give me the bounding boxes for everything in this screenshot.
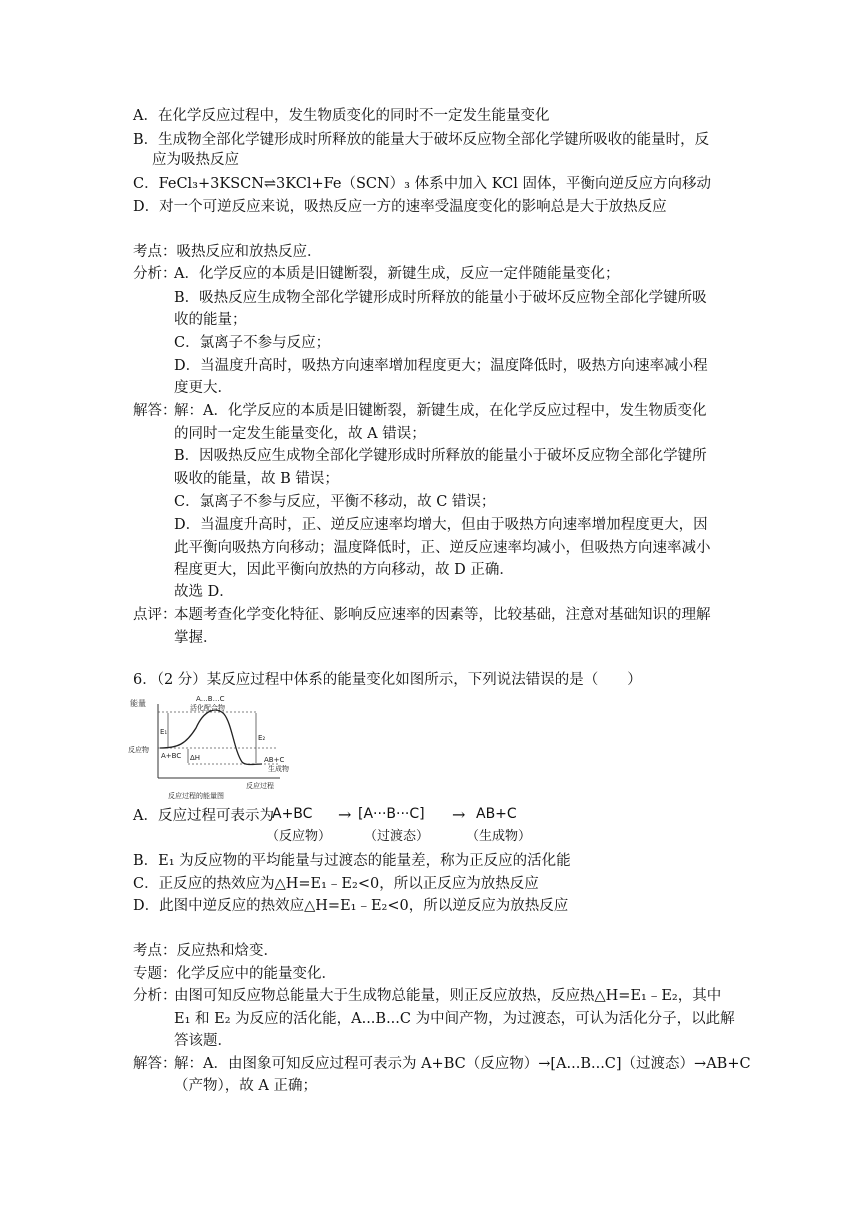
scheme-arrow-2: → (452, 805, 466, 824)
fig-reactant-axis: 反应物 (128, 746, 149, 754)
q5-fenxi-line: 度更大． (174, 380, 232, 396)
q5-option-b: B．生成物全部化学键形成时所释放的能量大于破坏反应物全部化学键所吸收的能量时，反 (133, 132, 710, 148)
q6-option-c: C．正反应的热效应为△H=E₁﹣E₂<0，所以正反应为放热反应 (133, 876, 539, 892)
q5-jieda-line: 故选 D． (174, 584, 234, 600)
q5-fenxi-line: D．当温度升高时，吸热方向速率增加程度更大；温度降低时，吸热方向速率减小程 (174, 358, 708, 374)
q5-fenxi-label: 分析： (133, 266, 177, 282)
q5-jieda-line: B．因吸热反应生成物全部化学键形成时所释放的能量小于破坏反应物全部化学键所 (174, 448, 707, 464)
q5-fenxi-line: C．氯离子不参与反应； (174, 335, 331, 351)
scheme-ts-note: （过渡态） (364, 829, 430, 844)
q5-dianping-line: 掌握． (174, 630, 218, 646)
q6-kaodian: 考点：反应热和焓变． (133, 943, 278, 959)
q5-jieda-line: 吸收的能量，故 B 错误； (174, 471, 339, 487)
q5-option-a: A．在化学反应过程中，发生物质变化的同时不一定发生能量变化 (133, 108, 550, 124)
scheme-arrow-1: → (338, 805, 352, 824)
q6-option-d: D．此图中逆反应的热效应△H=E₁﹣E₂<0，所以逆反应为放热反应 (133, 898, 569, 914)
fig-peak: A…B…C (196, 695, 225, 703)
q6-option-a-text: 反应过程可表示为 (158, 808, 274, 824)
q5-fenxi-line: B．吸热反应生成物全部化学键形成时所释放的能量小于破坏反应物全部化学键所吸 (174, 290, 707, 306)
q5-dianping-label: 点评： (133, 607, 177, 623)
fig-e2: E₂ (258, 734, 266, 742)
q5-jieda-label: 解答： (133, 403, 177, 419)
q5-fenxi-line: A．化学反应的本质是旧键断裂，新键生成，反应一定伴随能量变化； (174, 266, 620, 282)
fig-reactant: A+BC (161, 752, 182, 760)
q5-option-c: C．FeCl₃+3KSCN⇌3KCl+Fe（SCN）₃ 体系中加入 KCl 固体，平衡向逆反应方向移动 (133, 176, 711, 192)
q6-option-b: B．E₁ 为反应物的平均能量与过渡态的能量差，称为正反应的活化能 (133, 853, 571, 869)
q5-fenxi-line: 收的能量； (174, 312, 247, 328)
q5-jieda-line: 的同时一定发生能量变化，故 A 错误； (174, 426, 426, 442)
q6-jieda-line: 解：A．由图象可知反应过程可表示为 A+BC（反应物）→[A...B...C]（过渡态）→AB+C (174, 1056, 751, 1072)
fig-product-sub: 生成物 (268, 765, 289, 773)
q6-jieda-label: 解答： (133, 1056, 177, 1072)
q5-option-b-cont: 应为吸热反应 (152, 152, 239, 168)
q5-jieda-line: 解：A．化学反应的本质是旧键断裂，新键生成，在化学反应过程中，发生物质变化 (174, 403, 707, 419)
q5-jieda-line: 此平衡向吸热方向移动；温度降低时，正、逆反应速率均减小，但吸热方向速率减小 (174, 540, 711, 556)
energy-diagram (128, 692, 298, 800)
fig-product: AB+C (264, 756, 285, 764)
q5-option-d: D．对一个可逆反应来说，吸热反应一方的速率受温度变化的影响总是大于放热反应 (133, 199, 667, 215)
q6-fenxi-line: E₁ 和 E₂ 为反应的活化能，A...B...C 为中间产物，为过渡态，可认为活化分子，以此解 (174, 1011, 735, 1027)
q6-stem: 6．（2 分）某反应过程中体系的能量变化如图所示，下列说法错误的是（ ） (133, 672, 642, 688)
fig-ylabel: 能量 (130, 699, 146, 708)
fig-dh: ΔH (190, 754, 201, 762)
q5-jieda-line: 程度更大，因此平衡向放热的方向移动，故 D 正确． (174, 562, 514, 578)
reaction-scheme (266, 806, 546, 846)
q6-fenxi-label: 分析： (133, 988, 177, 1004)
q6-jieda-line: （产物），故 A 正确； (174, 1078, 317, 1094)
fig-e1: E₁ (160, 728, 168, 736)
scheme-ts: [A···B···C] (358, 806, 425, 822)
scheme-reactant: A+BC (272, 806, 313, 822)
q6-zhuanti: 专题：化学反应中的能量变化． (133, 966, 336, 982)
scheme-reactant-note: （反应物） (266, 829, 332, 844)
q6-option-a-label: A． (133, 808, 158, 824)
fig-xlabel: 反应过程 (246, 782, 274, 790)
q5-jieda-line: C．氯离子不参与反应，平衡不移动，故 C 错误； (174, 494, 496, 510)
fig-peak-sub: 活化配合物 (190, 704, 225, 712)
q5-dianping-line: 本题考查化学变化特征、影响反应速率的因素等，比较基础，注意对基础知识的理解 (174, 607, 711, 623)
q6-fenxi-line: 由图可知反应物总能量大于生成物总能量，则正反应放热，反应热△H=E₁﹣E₂，其中 (174, 988, 722, 1004)
scheme-product-note: （生成物） (466, 829, 532, 844)
q5-kaodian: 考点：吸热反应和放热反应． (133, 244, 322, 260)
fig-caption: 反应过程的能量图 (168, 792, 224, 800)
q6-fenxi-line: 答该题． (174, 1033, 232, 1049)
q5-jieda-line: D．当温度升高时，正、逆反应速率均增大，但由于吸热方向速率增加程度更大，因 (174, 517, 708, 533)
scheme-product: AB+C (476, 806, 517, 822)
